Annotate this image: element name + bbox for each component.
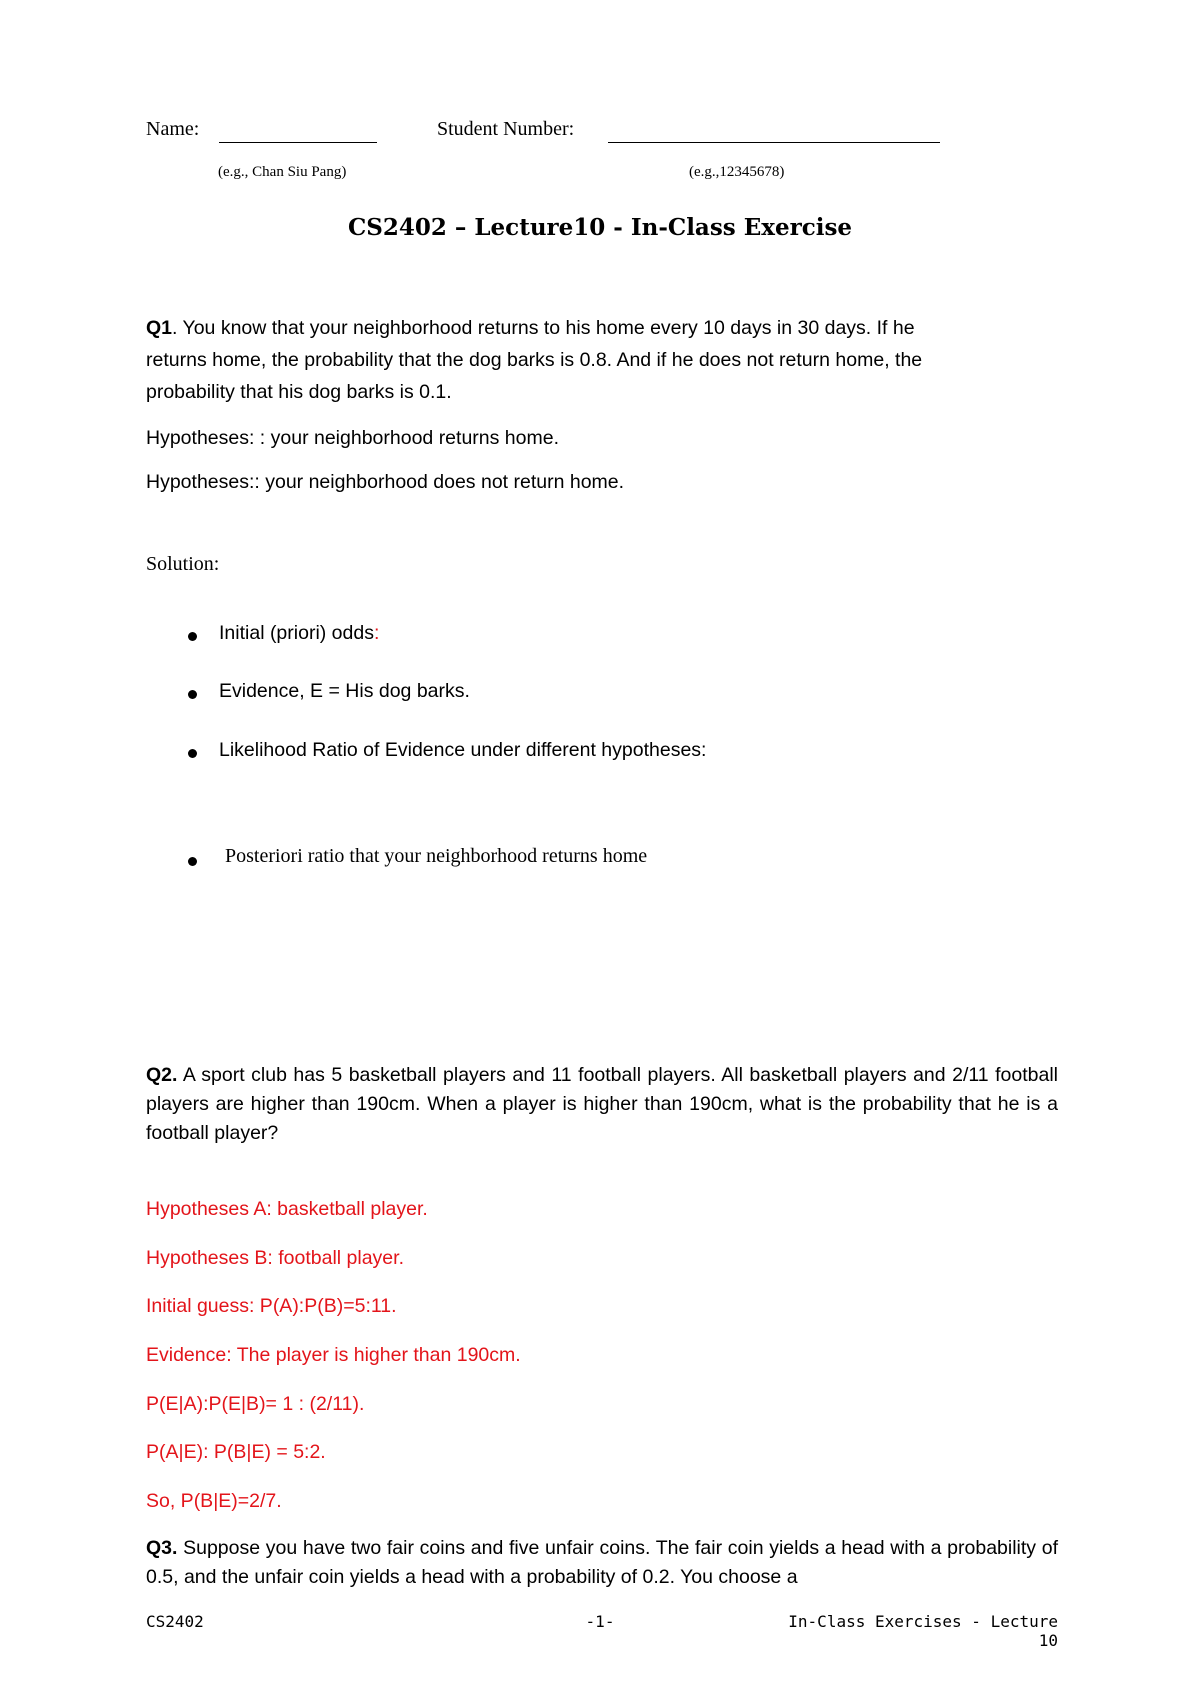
q2-answer-evidence: Evidence: The player is higher than 190cm. — [146, 1344, 521, 1366]
q1-text-line3: probability that his dog barks is 0.1. — [146, 381, 452, 403]
footer-course: CS2402 — [146, 1612, 204, 1631]
q3-label: Q3. — [146, 1537, 178, 1559]
bullet-icon — [188, 632, 197, 641]
q1-label: Q1 — [146, 317, 173, 339]
bullet-likelihood-ratio: Likelihood Ratio of Evidence under different hypotheses: — [219, 739, 707, 761]
name-label: Name: — [146, 118, 200, 140]
name-example: (e.g., Chan Siu Pang) — [218, 164, 347, 180]
bullet-evidence: Evidence, E = His dog barks. — [219, 680, 470, 702]
bullet-icon — [188, 690, 197, 699]
q1-paragraph — [146, 312, 922, 408]
footer-title: In-Class Exercises - Lecture 10 — [788, 1612, 1058, 1650]
q3-paragraph — [146, 1534, 1058, 1592]
bullet-icon — [188, 857, 197, 866]
q2-paragraph — [146, 1061, 1058, 1148]
page-title: CS2402 – Lecture10 - In-Class Exercise — [347, 214, 853, 241]
initial-odds-colon: : — [373, 622, 380, 644]
name-field-line[interactable] — [219, 142, 377, 143]
bullet-initial-odds — [219, 622, 379, 645]
initial-odds-text: Initial (priori) odds — [219, 622, 374, 644]
solution-label: Solution: — [146, 553, 220, 575]
q2-answer-initial-guess: Initial guess: P(A):P(B)=5:11. — [146, 1295, 397, 1317]
q1-hypothesis-2: Hypotheses:: your neighborhood does not return home. — [146, 471, 625, 493]
q1-hypothesis-1: Hypotheses: : your neighborhood returns home. — [146, 427, 559, 449]
q2-answer-hypothesis-a: Hypotheses A: basketball player. — [146, 1198, 428, 1220]
student-number-label: Student Number: — [437, 118, 575, 140]
number-example: (e.g.,12345678) — [689, 164, 785, 180]
q2-answer-likelihood: P(E|A):P(E|B)= 1 : (2/11). — [146, 1393, 365, 1415]
footer-page-number: -1- — [585, 1612, 615, 1631]
bullet-posteriori-ratio: Posteriori ratio that your neighborhood returns home — [225, 845, 648, 867]
q2-answer-conclusion: So, P(B|E)=2/7. — [146, 1490, 282, 1512]
student-number-field-line[interactable] — [608, 142, 940, 143]
q3-text: Suppose you have two fair coins and five unfair coins. The fair coin yields a head with a probability of 0.5, and the unfair coin yields a head with a probability of 0.2. You choose a — [146, 1537, 1058, 1588]
q1-text-line2: returns home, the probability that the dog barks is 0.8. And if he does not return home, the — [146, 349, 923, 371]
q2-answer-hypothesis-b: Hypotheses B: football player. — [146, 1247, 404, 1269]
bullet-icon — [188, 749, 197, 758]
q2-answer-posterior: P(A|E): P(B|E) = 5:2. — [146, 1441, 326, 1463]
q2-text: A sport club has 5 basketball players and 11 football players. All basketball players and 2/11 football players are higher than 190cm. When a player is higher than 190cm, what is the probability that he is a football player? — [146, 1064, 1058, 1144]
q1-text-line1: . You know that your neighborhood returns to his home every 10 days in 30 days. If he — [172, 317, 915, 339]
q2-label: Q2. — [146, 1064, 178, 1086]
